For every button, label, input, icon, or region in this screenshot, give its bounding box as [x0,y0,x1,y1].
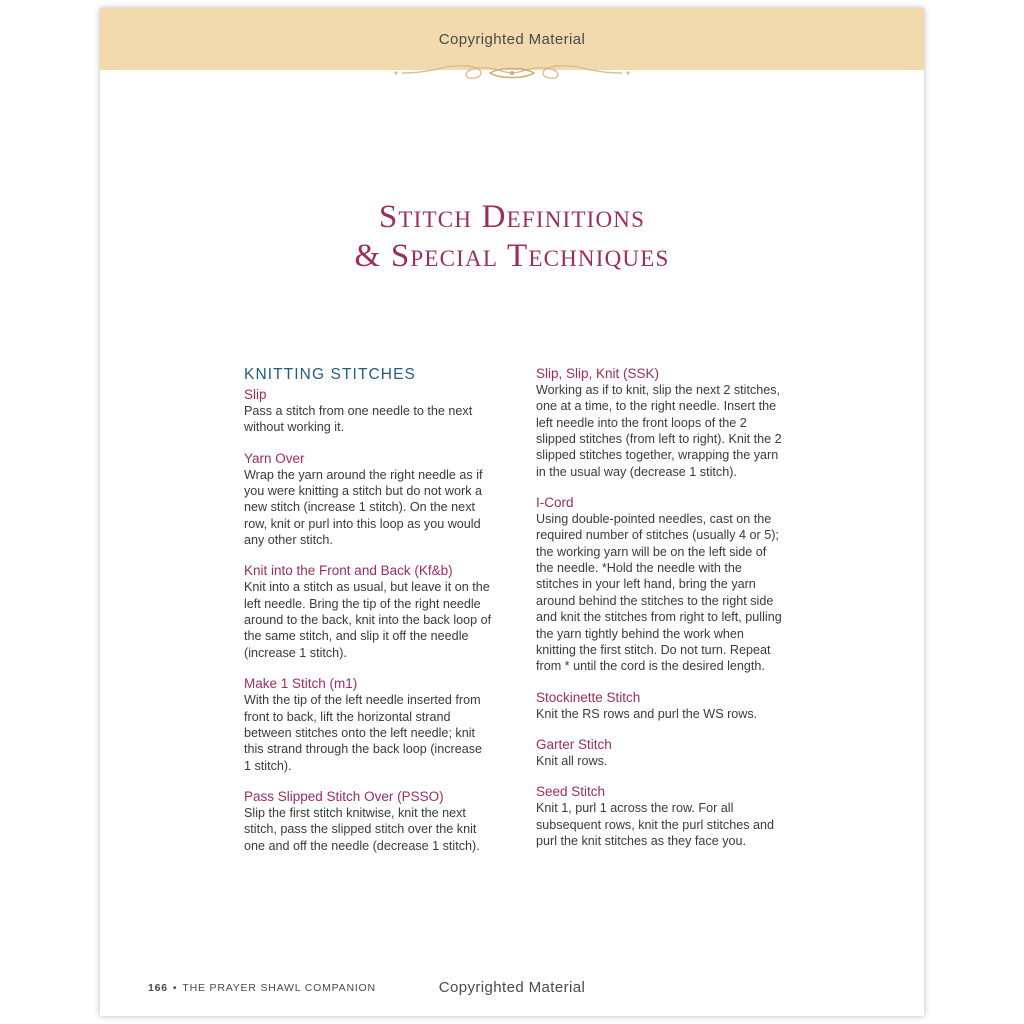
top-watermark-band [100,8,924,70]
definition-entry [244,789,492,854]
column-right [536,366,784,854]
definition-entry [536,737,784,769]
definition-text: Knit all rows. [536,753,608,768]
definition-entry [244,387,492,436]
book-page [100,8,924,1016]
definition-term: Stockinette Stitch [536,689,641,705]
definition-entry [536,495,784,675]
definition-text: Working as if to knit, slip the next 2 stitches, one at a time, to the right needle. Insert the left needle into the front loops of the 2 slipped stitches (from left to right). Knit the 2 slipped stitches together, wrapping the yarn in the usual way (decrease 1 stitch). [536,382,782,479]
page-title [100,198,924,276]
definition-entry [244,676,492,774]
definition-term: Slip, Slip, Knit (SSK) [536,365,660,381]
definition-text: Wrap the yarn around the right needle as if you were knitting a stitch but do not work a new stitch (increase 1 stitch). On the next row, knit or purl into this loop as you would any other stitch. [244,467,483,548]
footer-book-title: THE PRAYER SHAWL COMPANION [182,982,376,994]
definition-term: Garter Stitch [536,736,612,752]
definition-term: Seed Stitch [536,784,606,800]
page-footer [100,966,924,994]
definition-term: Yarn Over [244,450,305,466]
definition-text: Knit into a stitch as usual, but leave it on the left needle. Bring the tip of the right needle around to the back, knit into the back loop of the same stitch, and slip it off the needle (increase 1 stitch). [244,580,492,660]
definition-entry [536,366,784,480]
definition-entry [244,451,492,549]
definition-text: Knit 1, purl 1 across the row. For all subsequent rows, knit the purl stitches and purl the knit stitches as they face you. [536,801,775,849]
page-number: 166 [148,982,168,994]
definition-entry [536,690,784,722]
content-columns [244,366,862,854]
definition-text: Using double-pointed needles, cast on the required number of stitches (usually 4 or 5); the working yarn will be on the left side of the needle. *Hold the needle with the stitches in your left hand, bring the yarn around behind the stitches to the right side and knit the stitches from right to left, pulling the yarn tightly behind the work when knitting the first stitch. Do not turn. Repeat from * until the cord is the desired length. [536,512,782,674]
definition-entry [536,784,784,849]
top-watermark-text: Copyrighted Material [438,30,586,48]
footer-separator: • [172,982,178,994]
definition-term: Knit into the Front and Back (Kf&b) [244,563,453,579]
definition-text: Slip the first stitch knitwise, knit the next stitch, pass the slipped stitch over the knit one and off the needle (decrease 1 stitch). [244,805,480,853]
page-title-line-2: & Special Techniques [354,237,670,274]
definition-entry [244,563,492,661]
page-title-line-1: Stitch Definitions [378,199,646,235]
section-heading-knitting-stitches: KNITTING STITCHES [244,365,416,383]
column-left [244,366,492,854]
definition-term: Make 1 Stitch (m1) [244,676,358,692]
definition-text: Pass a stitch from one needle to the next without working it. [244,403,473,435]
definition-term: I-Cord [536,495,574,511]
bottom-watermark-text: Copyrighted Material [438,979,586,996]
definition-text: With the tip of the left needle inserted from front to back, lift the horizontal strand between stitches onto the left needle; knit this strand through the back loop (increase 1 stitch). [244,693,483,773]
definition-text: Knit the RS rows and purl the WS rows. [536,706,758,721]
definition-term: Pass Slipped Stitch Over (PSSO) [244,788,444,804]
definition-term: Slip [244,386,267,402]
